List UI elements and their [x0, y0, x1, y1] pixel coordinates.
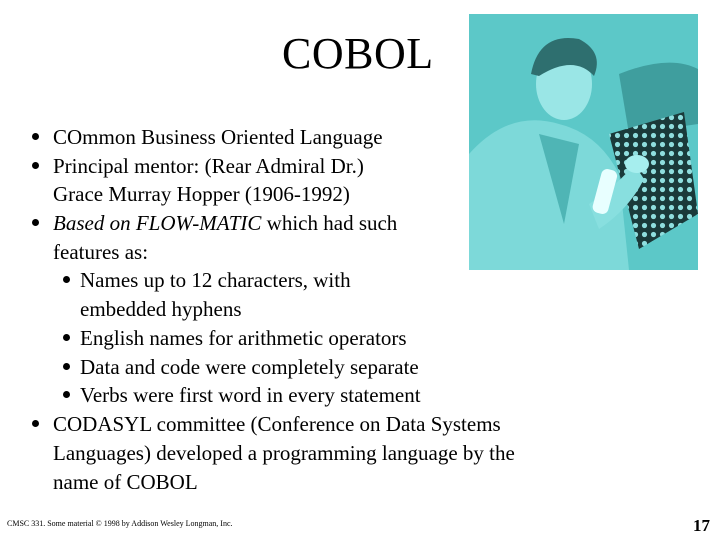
sub-bullet-data-code: Data and code were completely separate: [80, 355, 419, 379]
bullet-principal-mentor-cont: Grace Murray Hopper (1906-1992): [53, 182, 350, 206]
bullet-codasyl: CODASYL committee (Conference on Data Systems: [53, 412, 501, 436]
flow-matic-italic: Based on FLOW-MATIC: [53, 211, 262, 235]
flow-matic-rest: which had such: [261, 211, 398, 235]
sub-bullet-names: Names up to 12 characters, with: [80, 268, 351, 292]
bullet-dot: [32, 219, 39, 226]
page-number: 17: [693, 516, 710, 535]
bullet-dot: [32, 133, 39, 140]
bullet-flow-matic: [53, 209, 397, 237]
sub-bullet-dot: [63, 363, 70, 370]
sub-bullet-names-cont: embedded hyphens: [80, 297, 242, 321]
bullet-codasyl-cont2: name of COBOL: [53, 470, 198, 494]
bullet-flow-matic-cont: features as:: [53, 240, 149, 264]
sub-bullet-verbs: Verbs were first word in every statement: [80, 383, 421, 407]
bullet-common-business: COmmon Business Oriented Language: [53, 125, 383, 149]
bullet-codasyl-cont1: Languages) developed a programming language by the: [53, 441, 515, 465]
sub-bullet-dot: [63, 334, 70, 341]
bullet-principal-mentor: Principal mentor: (Rear Admiral Dr.): [53, 154, 364, 178]
sub-bullet-english-names: English names for arithmetic operators: [80, 326, 407, 350]
sub-bullet-dot: [63, 276, 70, 283]
slide-title: COBOL: [282, 29, 434, 78]
bullet-dot: [32, 420, 39, 427]
footer-copyright: CMSC 331. Some material © 1998 by Addison Wesley Longman, Inc.: [7, 519, 233, 528]
bullet-dot: [32, 162, 39, 169]
sub-bullet-dot: [63, 391, 70, 398]
